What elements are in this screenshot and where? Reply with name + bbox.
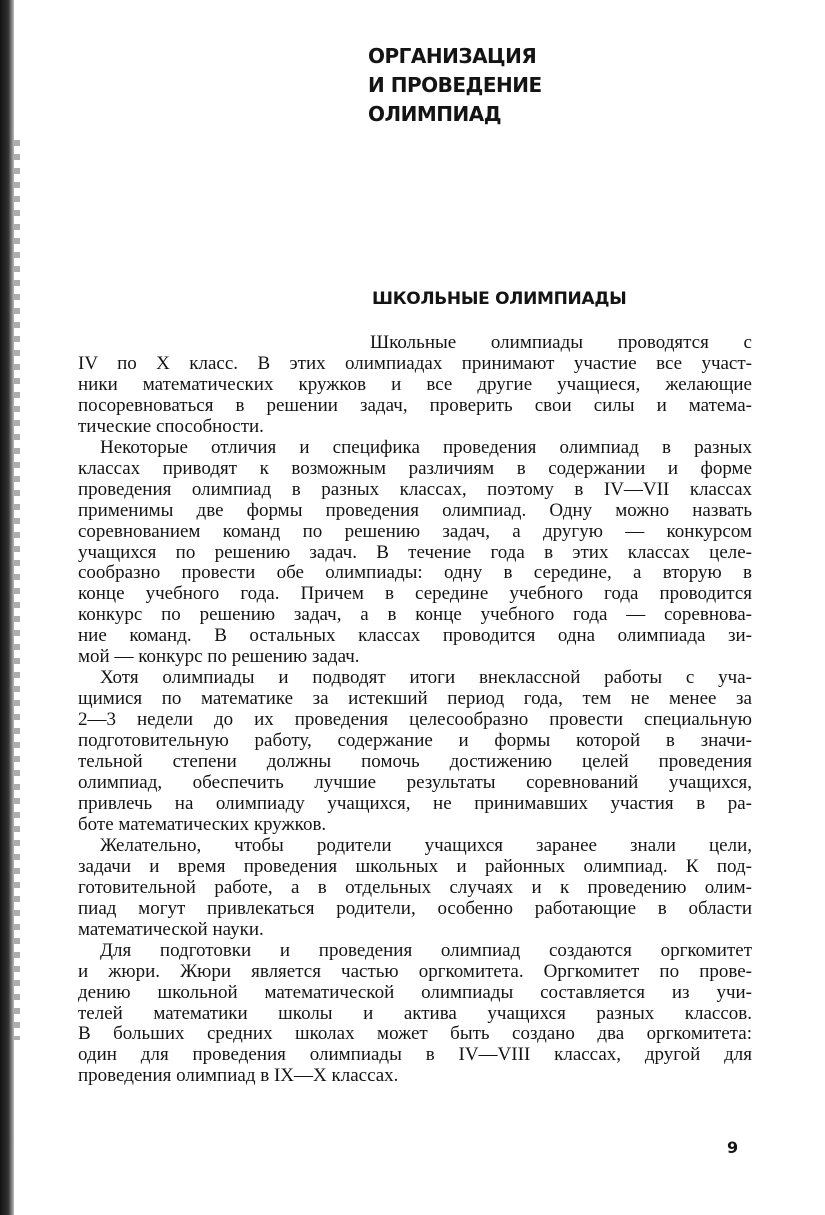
- text-line: проведения олимпиад в разных классах, поэтому в IV—VII классах: [78, 478, 752, 500]
- text-line: пиад могут привлекаться родители, особенно работающие в области: [78, 897, 752, 919]
- text-line: учащихся по решению задач. В течение года в этих классах целе-: [78, 541, 752, 563]
- chapter-title-line: ОРГАНИЗАЦИЯ: [368, 44, 537, 68]
- text-line: дению школьной математической олимпиады составляется из учи-: [78, 981, 752, 1003]
- text-line: проведения олимпиад в IX—X классах.: [78, 1065, 399, 1087]
- chapter-title-line: ОЛИМПИАД: [368, 102, 502, 126]
- text-line: классах приводят к возможным различиям в содержании и форме: [78, 457, 752, 479]
- text-line: конце учебного года. Причем в середине учебного года проводится: [78, 583, 752, 605]
- text-line: олимпиад, обеспечить лучшие результаты соревнований учащихся,: [78, 772, 752, 794]
- section-heading: ШКОЛЬНЫЕ ОЛИМПИАДЫ: [372, 289, 627, 309]
- paragraph: [78, 668, 752, 836]
- text-line: соревнованием команд по решению задач, а другую — конкурсом: [78, 520, 752, 542]
- text-line: боте математических кружков.: [78, 813, 327, 835]
- text-line: Хотя олимпиады и подводят итоги внеклассной работы с уча-: [100, 667, 752, 689]
- text-line: Желательно, чтобы родители учащихся заранее знали цели,: [100, 834, 752, 856]
- text-line: тические способности.: [78, 415, 264, 437]
- paragraph: [78, 836, 752, 941]
- text-line: ние команд. В остальных классах проводится одна олимпиада зи-: [78, 625, 752, 647]
- paragraph: [78, 333, 752, 438]
- text-line: задачи и время проведения школьных и районных олимпиад. К под-: [78, 855, 752, 877]
- page-binding-shadow: [0, 0, 14, 1215]
- text-line: Некоторые отличия и специфика проведения олимпиад в разных: [100, 436, 752, 458]
- text-line: и жюри. Жюри является частью оргкомитета. Оргкомитет по прове-: [78, 960, 752, 982]
- paragraph: [78, 438, 752, 668]
- text-line: Школьные олимпиады проводятся с: [370, 332, 752, 353]
- page-number: 9: [727, 1138, 739, 1157]
- paragraph: [78, 941, 752, 1088]
- text-line: Для подготовки и проведения олимпиад создаются оргкомитет: [100, 939, 752, 961]
- text-line: IV по X класс. В этих олимпиадах принимают участие все участ-: [78, 352, 752, 374]
- body-text: [78, 333, 752, 1087]
- text-line: конкурс по решению задач, а в конце учебного года — соревнова-: [78, 604, 752, 626]
- text-line: мой — конкурс по решению задач.: [78, 646, 360, 668]
- chapter-title: [368, 42, 542, 129]
- text-line: привлечь на олимпиаду учащихся, не принимавших участия в ра-: [78, 792, 752, 814]
- text-line: 2—3 недели до их проведения целесообразно провести специальную: [78, 709, 752, 731]
- text-line: телей математики школы и актива учащихся разных классов.: [78, 1002, 752, 1024]
- text-line: тельной степени должны помочь достижению целей проведения: [78, 751, 752, 773]
- text-line: сообразно провести обе олимпиады: одну в середине, а вторую в: [78, 562, 752, 584]
- text-line: В больших средних школах может быть создано два оргкомитета:: [78, 1023, 752, 1045]
- text-line: ники математических кружков и все другие учащиеся, желающие: [78, 373, 752, 395]
- text-line: посоревноваться в решении задач, проверить свои силы и матема-: [78, 394, 752, 416]
- text-line: применимы две формы проведения олимпиад. Одну можно назвать: [78, 499, 752, 521]
- text-line: один для проведения олимпиады в IV—VIII классах, другой для: [78, 1044, 752, 1066]
- text-line: подготовительную работу, содержание и формы которой в значи-: [78, 730, 752, 752]
- text-line: щимися по математике за истекший период года, тем не менее за: [78, 688, 752, 710]
- page-edge-artifact: [14, 140, 20, 1040]
- text-line: готовительной работе, а в отдельных случаях и к проведению олим-: [78, 876, 752, 898]
- text-line: математической науки.: [78, 918, 264, 940]
- chapter-title-line: И ПРОВЕДЕНИЕ: [368, 73, 542, 97]
